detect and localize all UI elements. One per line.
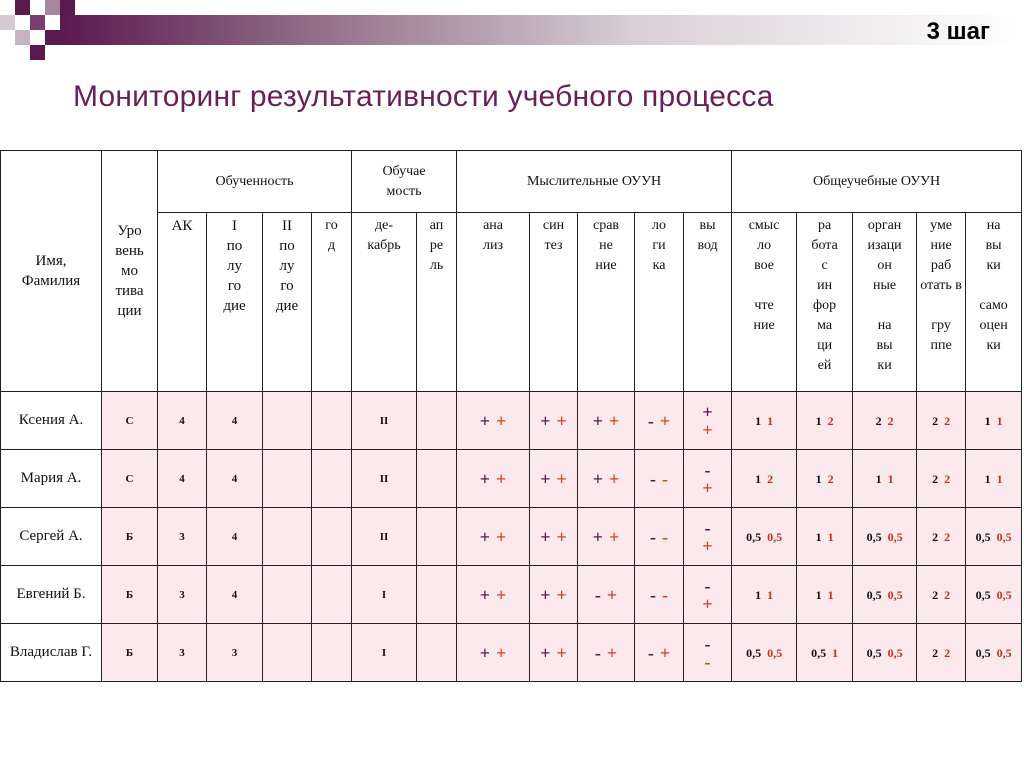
org-marks	[853, 585, 916, 605]
cell-logic	[635, 624, 684, 682]
info-mark-2: 2	[827, 413, 834, 428]
org-mark-1: 0,5	[866, 587, 882, 602]
cell-info	[797, 566, 853, 624]
cell-apr	[417, 450, 457, 508]
group-mark-2: 2	[944, 645, 951, 660]
col-ak-header: АК	[158, 213, 207, 392]
banner-square	[45, 30, 60, 45]
cell-org	[853, 566, 917, 624]
synthesis-mark-2: +	[556, 584, 567, 605]
logic-mark-1: -	[647, 642, 654, 663]
cell-ak: 3	[158, 508, 207, 566]
cell-name: Владислав Г.	[1, 624, 102, 682]
col-conclusion-header: вы вод	[684, 213, 732, 392]
cell-info	[797, 624, 853, 682]
reading-mark-2: 1	[767, 587, 774, 602]
group-mark-2: 2	[944, 471, 951, 486]
group-mark-1: 2	[932, 529, 939, 544]
org-mark-2: 0,5	[887, 529, 903, 544]
compare-mark-1: +	[592, 410, 604, 431]
group-mark-1: 2	[932, 471, 939, 486]
info-mark-2: 2	[827, 471, 834, 486]
cell-self	[966, 392, 1022, 450]
cell-name: Мария А.	[1, 450, 102, 508]
banner-square	[30, 15, 45, 30]
info-mark-2: 1	[827, 587, 834, 602]
cell-synthesis	[530, 508, 578, 566]
org-marks	[853, 527, 916, 547]
logic-marks	[635, 527, 683, 547]
analysis-mark-2: +	[496, 584, 507, 605]
synthesis-mark-1: +	[540, 642, 551, 663]
analysis-mark-1: +	[479, 410, 491, 431]
reading-marks	[732, 469, 796, 489]
cell-year	[312, 566, 352, 624]
self-marks	[966, 585, 1021, 605]
conclusion-marks	[684, 577, 731, 613]
reading-marks	[732, 643, 796, 663]
cell-conclusion	[684, 566, 732, 624]
logic-mark-2: +	[659, 410, 671, 431]
cell-h1: 4	[207, 392, 263, 450]
col-year-header: го д	[312, 213, 352, 392]
org-mark-1: 0,5	[866, 529, 882, 544]
cell-dec: II	[352, 450, 417, 508]
cell-ak: 4	[158, 392, 207, 450]
analysis-marks	[457, 469, 529, 489]
logic-mark-2: +	[659, 642, 671, 663]
cell-group	[917, 392, 966, 450]
cell-group	[917, 566, 966, 624]
cell-reading	[732, 508, 797, 566]
logic-marks	[635, 469, 683, 489]
cell-h2	[263, 566, 312, 624]
logic-mark-1: -	[650, 468, 657, 489]
synthesis-marks	[530, 643, 577, 663]
monitoring-table	[0, 150, 1022, 682]
cell-reading	[732, 392, 797, 450]
logic-mark-1: -	[650, 584, 657, 605]
compare-marks	[578, 527, 634, 547]
cell-synthesis	[530, 624, 578, 682]
cell-h2	[263, 450, 312, 508]
banner-square	[60, 0, 75, 15]
col-h1-header: I по лу го дие	[207, 213, 263, 392]
synthesis-mark-1: +	[540, 526, 551, 547]
cell-synthesis	[530, 392, 578, 450]
banner-square	[0, 15, 15, 30]
header-banner	[0, 0, 1024, 60]
cell-self	[966, 566, 1022, 624]
conclusion-mark-2: +	[702, 419, 713, 440]
self-marks	[966, 469, 1021, 489]
cell-ak: 3	[158, 566, 207, 624]
cell-motivation: С	[102, 392, 158, 450]
info-marks	[797, 527, 852, 547]
analysis-marks	[457, 411, 529, 431]
group-learning-header: Обученность	[158, 151, 352, 213]
cell-org	[853, 392, 917, 450]
compare-mark-2: +	[609, 468, 620, 489]
info-marks	[797, 469, 852, 489]
cell-motivation: Б	[102, 624, 158, 682]
cell-year	[312, 508, 352, 566]
conclusion-marks	[684, 461, 731, 497]
synthesis-marks	[530, 411, 577, 431]
conclusion-mark-1: -	[704, 459, 711, 480]
cell-dec: II	[352, 392, 417, 450]
cell-conclusion	[684, 450, 732, 508]
col-logic-header: ло ги ка	[635, 213, 684, 392]
cell-org	[853, 508, 917, 566]
synthesis-marks	[530, 469, 577, 489]
reading-mark-2: 2	[767, 471, 774, 486]
cell-apr	[417, 566, 457, 624]
cell-h1: 4	[207, 450, 263, 508]
cell-h1: 4	[207, 508, 263, 566]
cell-year	[312, 450, 352, 508]
col-analysis-header: ана лиз	[457, 213, 530, 392]
cell-reading	[732, 624, 797, 682]
self-mark-1: 0,5	[975, 645, 991, 660]
synthesis-mark-1: +	[540, 410, 551, 431]
cell-synthesis	[530, 566, 578, 624]
reading-mark-2: 1	[767, 413, 774, 428]
cell-conclusion	[684, 392, 732, 450]
cell-analysis	[457, 508, 530, 566]
org-marks	[853, 411, 916, 431]
cell-analysis	[457, 392, 530, 450]
cell-apr	[417, 392, 457, 450]
cell-analysis	[457, 566, 530, 624]
info-mark-1: 0,5	[811, 645, 827, 660]
cell-dec: II	[352, 508, 417, 566]
cell-group	[917, 624, 966, 682]
analysis-marks	[457, 585, 529, 605]
group-marks	[917, 527, 965, 547]
self-marks	[966, 643, 1021, 663]
table-row	[1, 508, 1022, 566]
cell-group	[917, 508, 966, 566]
compare-mark-1: -	[594, 642, 601, 663]
compare-mark-2: +	[606, 584, 618, 605]
cell-org	[853, 624, 917, 682]
cell-h2	[263, 508, 312, 566]
cell-analysis	[457, 450, 530, 508]
conclusion-mark-2: +	[702, 535, 713, 556]
reading-mark-1: 1	[755, 471, 762, 486]
logic-mark-2: -	[662, 584, 669, 605]
analysis-mark-1: +	[479, 526, 491, 547]
self-marks	[966, 527, 1021, 547]
cell-compare	[578, 508, 635, 566]
org-mark-2: 0,5	[887, 645, 903, 660]
org-marks	[853, 643, 916, 663]
conclusion-mark-1: -	[704, 633, 711, 654]
reading-marks	[732, 585, 796, 605]
cell-group	[917, 450, 966, 508]
synthesis-marks	[530, 527, 577, 547]
conclusion-mark-1: -	[704, 517, 711, 538]
cell-compare	[578, 392, 635, 450]
banner-square	[30, 45, 45, 60]
compare-marks	[578, 411, 634, 431]
banner-square	[15, 30, 30, 45]
self-marks	[966, 411, 1021, 431]
col-synthesis-header: син тез	[530, 213, 578, 392]
reading-marks	[732, 411, 796, 431]
reading-marks	[732, 527, 796, 547]
group-mark-1: 2	[932, 413, 939, 428]
cell-logic	[635, 450, 684, 508]
reading-mark-1: 0,5	[746, 645, 762, 660]
conclusion-mark-2: +	[702, 593, 713, 614]
compare-marks	[578, 585, 634, 605]
info-mark-1: 1	[815, 413, 822, 428]
cell-logic	[635, 392, 684, 450]
cell-synthesis	[530, 450, 578, 508]
reading-mark-1: 1	[755, 413, 762, 428]
reading-mark-1: 0,5	[746, 529, 762, 544]
reading-mark-1: 1	[755, 587, 762, 602]
group-general-header: Общеучебные ОУУН	[732, 151, 1022, 213]
cell-year	[312, 624, 352, 682]
cell-year	[312, 392, 352, 450]
table-row	[1, 624, 1022, 682]
self-mark-2: 0,5	[996, 645, 1012, 660]
synthesis-mark-2: +	[556, 410, 567, 431]
conclusion-mark-1: +	[702, 401, 713, 422]
cell-dec: I	[352, 624, 417, 682]
analysis-mark-2: +	[496, 410, 507, 431]
info-mark-1: 1	[815, 587, 822, 602]
org-mark-1: 0,5	[866, 645, 882, 660]
cell-h2	[263, 392, 312, 450]
banner-square	[15, 0, 30, 15]
table-row	[1, 450, 1022, 508]
compare-mark-1: -	[594, 584, 601, 605]
col-self-header: на вы ки само оцен ки	[966, 213, 1022, 392]
col-april-header: ап ре ль	[417, 213, 457, 392]
self-mark-1: 0,5	[975, 529, 991, 544]
cell-compare	[578, 450, 635, 508]
self-mark-2: 1	[996, 413, 1003, 428]
col-reading-header: смыс ло вое чте ние	[732, 213, 797, 392]
cell-conclusion	[684, 624, 732, 682]
logic-mark-1: -	[650, 526, 657, 547]
self-mark-1: 0,5	[975, 587, 991, 602]
col-motivation-header: Уро вень мо тива ции	[102, 151, 158, 392]
cell-logic	[635, 566, 684, 624]
org-marks	[853, 469, 916, 489]
conclusion-mark-2: -	[704, 651, 711, 672]
group-marks	[917, 411, 965, 431]
self-mark-1: 1	[984, 413, 991, 428]
analysis-mark-1: +	[479, 468, 491, 489]
cell-reading	[732, 450, 797, 508]
col-name-header: Имя, Фамилия	[1, 151, 102, 392]
cell-self	[966, 508, 1022, 566]
self-mark-2: 0,5	[996, 529, 1012, 544]
analysis-mark-1: +	[479, 584, 491, 605]
col-info-header: ра бота с ин фор ма ци ей	[797, 213, 853, 392]
cell-org	[853, 450, 917, 508]
cell-compare	[578, 566, 635, 624]
step-label: 3 шаг	[926, 18, 990, 45]
logic-mark-2: -	[662, 526, 669, 547]
col-december-header: де- кабрь	[352, 213, 417, 392]
compare-mark-1: +	[592, 468, 604, 489]
analysis-mark-2: +	[496, 526, 507, 547]
conclusion-marks	[684, 403, 731, 439]
conclusion-mark-1: -	[704, 575, 711, 596]
synthesis-mark-2: +	[556, 468, 567, 489]
info-marks	[797, 585, 852, 605]
org-mark-1: 2	[875, 413, 882, 428]
org-mark-2: 1	[887, 471, 894, 486]
cell-name: Ксения А.	[1, 392, 102, 450]
synthesis-mark-1: +	[540, 584, 551, 605]
info-mark-1: 1	[815, 471, 822, 486]
analysis-mark-2: +	[496, 642, 507, 663]
table-row	[1, 566, 1022, 624]
col-compare-header: срав не ние	[578, 213, 635, 392]
cell-info	[797, 450, 853, 508]
cell-h2	[263, 624, 312, 682]
group-mark-2: 2	[944, 529, 951, 544]
org-mark-2: 2	[887, 413, 894, 428]
group-thinking-header: Мыслительные ОУУН	[457, 151, 732, 213]
self-mark-1: 1	[984, 471, 991, 486]
synthesis-mark-2: +	[556, 642, 567, 663]
col-org-header: орган изаци он ные на вы ки	[853, 213, 917, 392]
compare-mark-2: +	[609, 410, 620, 431]
info-mark-2: 1	[827, 529, 834, 544]
group-marks	[917, 643, 965, 663]
cell-ak: 4	[158, 450, 207, 508]
cell-h1: 4	[207, 566, 263, 624]
synthesis-mark-1: +	[540, 468, 551, 489]
compare-marks	[578, 643, 634, 663]
banner-gradient-bar	[60, 15, 1024, 45]
table-row	[1, 392, 1022, 450]
info-marks	[797, 411, 852, 431]
analysis-mark-2: +	[496, 468, 507, 489]
reading-mark-2: 0,5	[767, 529, 783, 544]
info-marks	[797, 643, 852, 663]
org-mark-2: 0,5	[887, 587, 903, 602]
group-mark-2: 2	[944, 413, 951, 428]
cell-motivation: Б	[102, 508, 158, 566]
compare-mark-2: +	[609, 526, 620, 547]
info-mark-1: 1	[815, 529, 822, 544]
cell-compare	[578, 624, 635, 682]
synthesis-marks	[530, 585, 577, 605]
cell-analysis	[457, 624, 530, 682]
cell-logic	[635, 508, 684, 566]
logic-marks	[635, 643, 683, 663]
compare-mark-1: +	[592, 526, 604, 547]
cell-conclusion	[684, 508, 732, 566]
logic-marks	[635, 411, 683, 431]
compare-marks	[578, 469, 634, 489]
conclusion-marks	[684, 519, 731, 555]
synthesis-mark-2: +	[556, 526, 567, 547]
compare-mark-2: +	[606, 642, 618, 663]
analysis-marks	[457, 527, 529, 547]
cell-apr	[417, 508, 457, 566]
cell-info	[797, 508, 853, 566]
page-title: Мониторинг результативности учебного процесса	[73, 80, 774, 113]
cell-ak: 3	[158, 624, 207, 682]
logic-marks	[635, 585, 683, 605]
org-mark-1: 1	[875, 471, 882, 486]
cell-info	[797, 392, 853, 450]
conclusion-marks	[684, 635, 731, 671]
cell-reading	[732, 566, 797, 624]
group-mark-1: 2	[932, 645, 939, 660]
self-mark-2: 1	[996, 471, 1003, 486]
cell-motivation: Б	[102, 566, 158, 624]
cell-name: Евгений Б.	[1, 566, 102, 624]
logic-mark-2: -	[662, 468, 669, 489]
conclusion-mark-2: +	[702, 477, 713, 498]
banner-square	[45, 0, 60, 15]
group-mark-2: 2	[944, 587, 951, 602]
cell-apr	[417, 624, 457, 682]
cell-self	[966, 624, 1022, 682]
col-group-header: уме ние раб отать в гру ппе	[917, 213, 966, 392]
info-mark-2: 1	[832, 645, 839, 660]
analysis-marks	[457, 643, 529, 663]
cell-dec: I	[352, 566, 417, 624]
group-mark-1: 2	[932, 587, 939, 602]
col-h2-header: II по лу го дие	[263, 213, 312, 392]
logic-mark-1: -	[647, 410, 654, 431]
self-mark-2: 0,5	[996, 587, 1012, 602]
reading-mark-2: 0,5	[767, 645, 783, 660]
cell-h1: 3	[207, 624, 263, 682]
cell-motivation: С	[102, 450, 158, 508]
analysis-mark-1: +	[479, 642, 491, 663]
group-learnability-header: Обучае мость	[352, 151, 457, 213]
group-marks	[917, 585, 965, 605]
cell-name: Сергей А.	[1, 508, 102, 566]
group-marks	[917, 469, 965, 489]
cell-self	[966, 450, 1022, 508]
